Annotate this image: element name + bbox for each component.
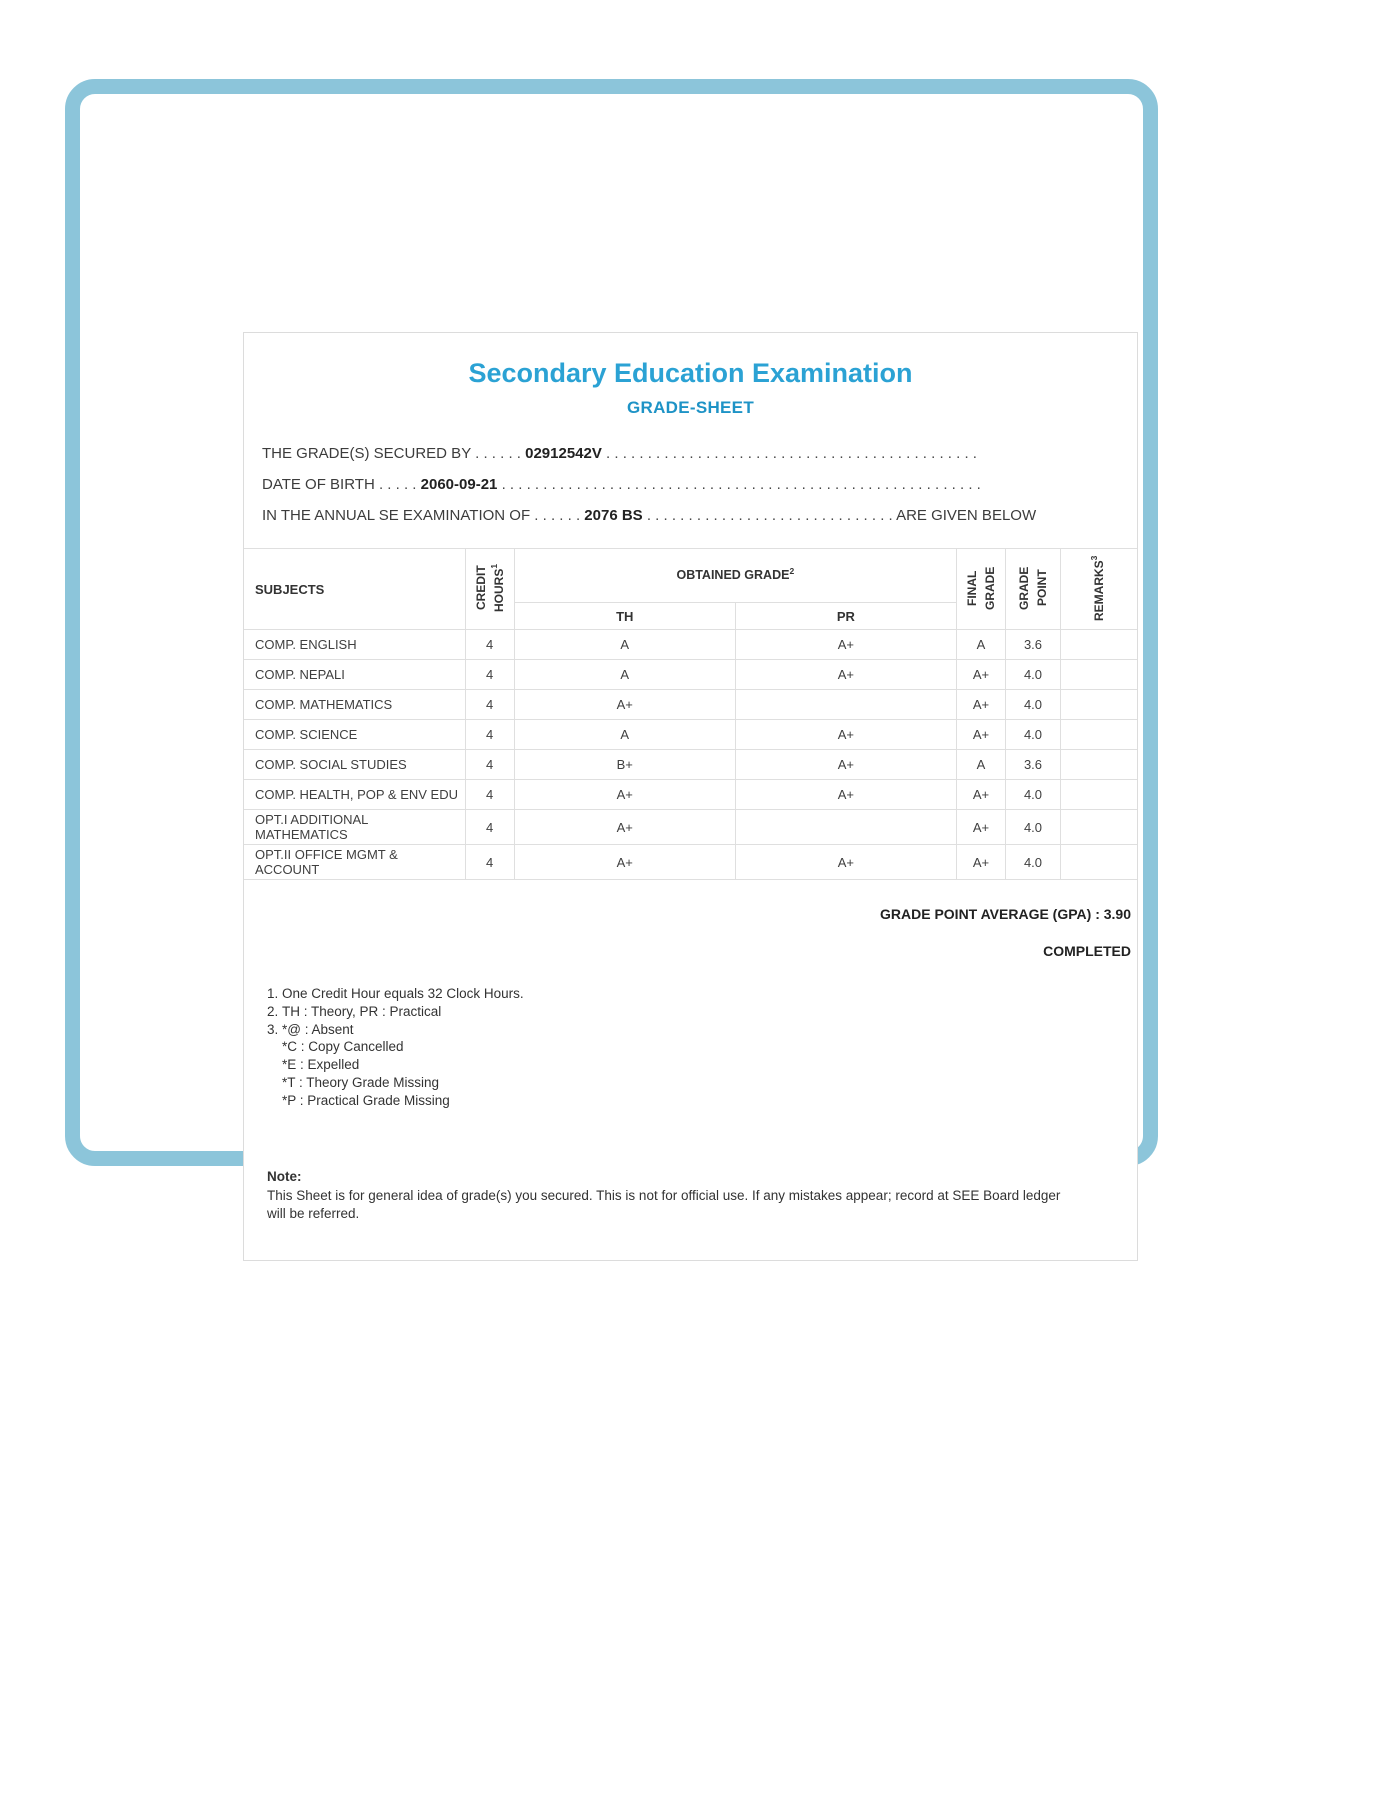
footnote-2 xyxy=(267,1003,1119,1021)
symbol-number-value: 02912542V xyxy=(525,445,602,462)
footnote-ref-1: 1 xyxy=(488,563,499,569)
footnote-number: 1. xyxy=(267,986,279,1001)
remarks-cell xyxy=(1061,690,1138,720)
note-text: This Sheet is for general idea of grade(s) you secured. This is not for official use. If any mistakes appear; record at SEE Board ledger will be referred. xyxy=(267,1187,1061,1222)
practical-grade-cell xyxy=(735,810,956,845)
theory-grade-cell: A xyxy=(514,720,735,750)
grade-point-cell: 4.0 xyxy=(1006,720,1061,750)
grade-point-cell: 3.6 xyxy=(1006,750,1061,780)
credit-cell: 4 xyxy=(465,720,514,750)
footnote-3-sub-item: *C : Copy Cancelled xyxy=(282,1039,404,1055)
final-grade-cell: A+ xyxy=(957,690,1006,720)
remarks-cell xyxy=(1061,780,1138,810)
table-row xyxy=(244,780,1137,810)
final-grade-cell: A+ xyxy=(957,780,1006,810)
credit-cell: 4 xyxy=(465,810,514,845)
grade-sheet xyxy=(243,332,1138,1261)
remarks-cell xyxy=(1061,810,1138,845)
credit-cell: 4 xyxy=(465,660,514,690)
obtained-grade-header-label: OBTAINED GRADE xyxy=(676,568,790,583)
subjects-header-label: SUBJECTS xyxy=(255,581,325,597)
practical-grade-cell: A+ xyxy=(735,660,956,690)
obtained-grade-column-header xyxy=(514,549,956,603)
grades-table-header xyxy=(244,549,1137,630)
footnote-3-sub-item: *P : Practical Grade Missing xyxy=(282,1092,450,1108)
grade-point-cell: 3.6 xyxy=(1006,630,1061,660)
page-title: Secondary Education Examination xyxy=(468,358,913,388)
theory-grade-cell: A xyxy=(514,630,735,660)
remarks-header-label: REMARKS$^3$ xyxy=(1089,554,1106,621)
grades-table xyxy=(244,548,1137,880)
remarks-column-header xyxy=(1061,549,1138,630)
subject-cell: COMP. MATHEMATICS xyxy=(244,690,465,720)
footnote-number: 2. xyxy=(267,1003,279,1019)
grade-point-cell: 4.0 xyxy=(1006,690,1061,720)
dotted-leader: . . . . . xyxy=(378,476,417,493)
practical-grade-cell: A+ xyxy=(735,630,956,660)
theory-column-header: TH xyxy=(514,603,735,630)
practical-grade-cell: A+ xyxy=(735,750,956,780)
remarks-cell xyxy=(1061,750,1138,780)
subject-cell: OPT.II OFFICE MGMT & ACCOUNT xyxy=(244,845,465,880)
final-grade-cell: A+ xyxy=(957,810,1006,845)
grade-point-column-header xyxy=(1006,549,1061,630)
footnote-ref-3: 3 xyxy=(1089,554,1099,560)
footnote-text: *@ : Absent xyxy=(282,1021,354,1037)
theory-grade-cell: A xyxy=(514,660,735,690)
theory-grade-cell: A+ xyxy=(514,690,735,720)
table-row xyxy=(244,720,1137,750)
final-grade-cell: A xyxy=(957,750,1006,780)
footnote-ref-2: 2 xyxy=(789,565,795,576)
date-of-birth-line xyxy=(262,476,1119,493)
grade-point-cell: 4.0 xyxy=(1006,845,1061,880)
subject-cell: COMP. SOCIAL STUDIES xyxy=(244,750,465,780)
subject-cell: OPT.I ADDITIONAL MATHEMATICS xyxy=(244,810,465,845)
credit-cell: 4 xyxy=(465,780,514,810)
secured-by-label: THE GRADE(S) SECURED BY xyxy=(262,445,471,462)
grade-point-cell: 4.0 xyxy=(1006,660,1061,690)
date-of-birth-value: 2060-09-21 xyxy=(420,476,498,493)
final-grade-cell: A+ xyxy=(957,845,1006,880)
final-grade-cell: A xyxy=(957,630,1006,660)
date-of-birth-label: DATE OF BIRTH xyxy=(262,476,375,493)
practical-grade-cell: A+ xyxy=(735,845,956,880)
final-grade-header-label: FINAL GRADE xyxy=(965,565,997,610)
dotted-leader: . . . . . . xyxy=(475,445,521,462)
examination-label: IN THE ANNUAL SE EXAMINATION OF xyxy=(262,507,531,524)
practical-grade-cell: A+ xyxy=(735,780,956,810)
theory-grade-cell: A+ xyxy=(514,845,735,880)
dotted-leader: . . . . . . . . . . . . . . . . . . . . . . . . . . . . . . . . . . . . . . . . . . . . . . . . . . . . . . . . . . xyxy=(501,476,981,493)
remarks-cell xyxy=(1061,720,1138,750)
subject-cell: COMP. HEALTH, POP & ENV EDU xyxy=(244,780,465,810)
footnote-text: TH : Theory, PR : Practical xyxy=(282,1003,442,1019)
final-grade-column-header xyxy=(957,549,1006,630)
examination-year-line xyxy=(262,507,1119,524)
theory-grade-cell: A+ xyxy=(514,780,735,810)
credit-hours-header-label: CREDIT HOURS$^1$ xyxy=(473,563,506,612)
theory-grade-cell: B+ xyxy=(514,750,735,780)
practical-grade-cell xyxy=(735,690,956,720)
info-section xyxy=(262,445,1119,524)
footnote-3-sub-item: *T : Theory Grade Missing xyxy=(282,1075,440,1091)
credit-cell: 4 xyxy=(465,630,514,660)
table-row xyxy=(244,690,1137,720)
footnote-text: One Credit Hour equals 32 Clock Hours. xyxy=(282,986,524,1001)
table-row xyxy=(244,630,1137,660)
grade-point-cell: 4.0 xyxy=(1006,780,1061,810)
remarks-cell xyxy=(1061,660,1138,690)
dotted-leader: . . . . . . . . . . . . . . . . . . . . . . . . . . . . . . xyxy=(646,507,893,524)
page-subtitle: GRADE-SHEET xyxy=(626,398,755,417)
credit-cell: 4 xyxy=(465,845,514,880)
gpa-summary: GRADE POINT AVERAGE (GPA) : 3.90 xyxy=(880,906,1131,922)
footnote-number: 3. xyxy=(267,1021,279,1037)
table-row xyxy=(244,660,1137,690)
practical-grade-cell: A+ xyxy=(735,720,956,750)
credit-hours-column-header xyxy=(465,549,514,630)
final-grade-cell: A+ xyxy=(957,660,1006,690)
footnote-1 xyxy=(267,985,1119,1003)
final-grade-cell: A+ xyxy=(957,720,1006,750)
credit-cell: 4 xyxy=(465,690,514,720)
footnote-3 xyxy=(267,1021,1119,1039)
subject-cell: COMP. NEPALI xyxy=(244,660,465,690)
grade-point-header-label: GRADE POINT xyxy=(1017,565,1049,610)
table-row xyxy=(244,845,1137,880)
theory-grade-cell: A+ xyxy=(514,810,735,845)
dotted-leader: . . . . . . . . . . . . . . . . . . . . . . . . . . . . . . . . . . . . . . . . . . . . . xyxy=(606,445,977,462)
subject-cell: COMP. SCIENCE xyxy=(244,720,465,750)
subject-cell: COMP. ENGLISH xyxy=(244,630,465,660)
credit-cell: 4 xyxy=(465,750,514,780)
examination-year-value: 2076 BS xyxy=(584,507,643,524)
secured-by-line xyxy=(262,445,1119,462)
grades-table-body xyxy=(244,630,1137,880)
decorative-blue-frame xyxy=(65,79,1158,1222)
grade-point-cell: 4.0 xyxy=(1006,810,1061,845)
subjects-column-header xyxy=(244,549,465,630)
examination-suffix: ARE GIVEN BELOW xyxy=(896,507,1037,524)
remarks-cell xyxy=(1061,845,1138,880)
table-row xyxy=(244,810,1137,845)
completion-status: COMPLETED xyxy=(1043,943,1131,959)
remarks-cell xyxy=(1061,630,1138,660)
footnote-3-sub-item: *E : Expelled xyxy=(282,1057,360,1073)
dotted-leader: . . . . . . xyxy=(534,507,581,524)
note-label: Note: xyxy=(267,1168,302,1184)
practical-column-header: PR xyxy=(735,603,956,630)
note-section xyxy=(267,1168,1082,1225)
footnotes xyxy=(267,985,1119,1110)
table-row xyxy=(244,750,1137,780)
